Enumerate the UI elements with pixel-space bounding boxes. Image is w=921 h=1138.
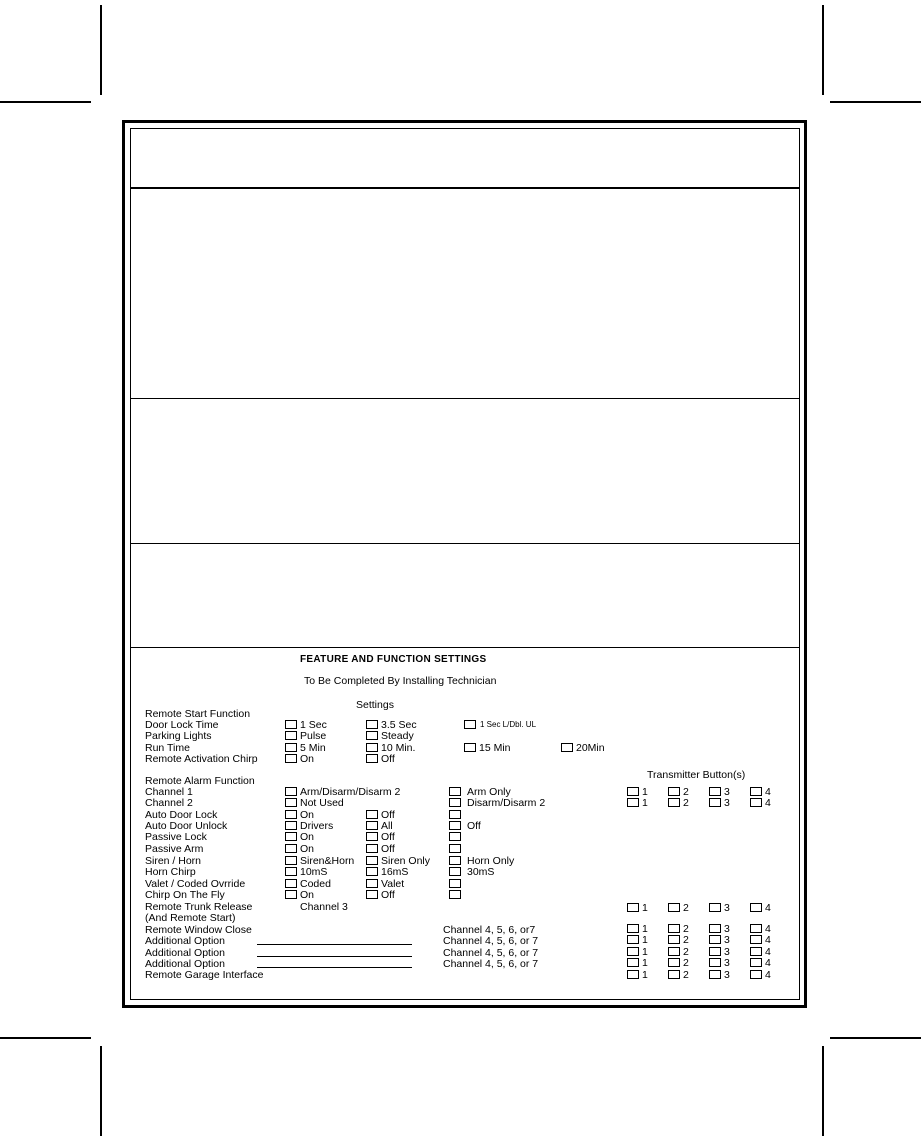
option-label: Off xyxy=(381,843,395,855)
checkbox[interactable] xyxy=(285,879,297,888)
form-subtitle: To Be Completed By Installing Technician xyxy=(304,675,497,687)
row-label: Additional Option xyxy=(145,947,225,959)
option-label: Off xyxy=(381,831,395,843)
option-label: Siren&Horn xyxy=(300,855,355,867)
channel-label: Channel 4, 5, 6, or 7 xyxy=(443,958,539,970)
option-label: Siren Only xyxy=(381,855,431,867)
checkbox[interactable] xyxy=(285,832,297,841)
checkbox[interactable] xyxy=(366,844,378,853)
tx-button-label: 2 xyxy=(683,957,689,969)
checkbox[interactable] xyxy=(709,924,721,933)
checkbox[interactable] xyxy=(668,787,680,796)
tx-button-label: 4 xyxy=(765,946,771,958)
section-divider xyxy=(130,543,800,544)
row-label: Auto Door Lock xyxy=(145,809,218,821)
checkbox[interactable] xyxy=(709,903,721,912)
checkbox[interactable] xyxy=(709,958,721,967)
tx-button-label: 4 xyxy=(765,934,771,946)
option-label: On xyxy=(300,753,315,765)
row-label: Additional Option xyxy=(145,958,225,970)
tx-button-label: 3 xyxy=(724,934,730,946)
checkbox[interactable] xyxy=(366,810,378,819)
crop-mark-bottom-right-horizontal xyxy=(830,1037,921,1039)
row-label: Channel 1 xyxy=(145,786,193,798)
option-label: Steady xyxy=(381,730,414,742)
row-label: Remote Garage Interface xyxy=(145,969,264,981)
option-label: On xyxy=(300,831,315,843)
checkbox[interactable] xyxy=(366,743,378,752)
row-label: Passive Lock xyxy=(145,831,207,843)
inner-frame xyxy=(130,128,800,1000)
checkbox[interactable] xyxy=(285,754,297,763)
remote-alarm-heading: Remote Alarm Function xyxy=(145,775,255,787)
option-label: Pulse xyxy=(300,730,327,742)
row-label: Remote Window Close xyxy=(145,924,252,936)
row-label: Channel 2 xyxy=(145,797,193,809)
crop-mark-bottom-left-horizontal xyxy=(0,1037,91,1039)
checkbox[interactable] xyxy=(627,935,639,944)
option-label: All xyxy=(381,820,393,832)
checkbox[interactable] xyxy=(750,958,762,967)
option-label: On xyxy=(300,809,315,821)
tx-button-label: 3 xyxy=(724,902,730,914)
checkbox[interactable] xyxy=(627,924,639,933)
checkbox[interactable] xyxy=(464,743,476,752)
checkbox[interactable] xyxy=(285,890,297,899)
crop-mark-bottom-left-vertical xyxy=(100,1046,102,1136)
checkbox[interactable] xyxy=(668,947,680,956)
option-label: Arm Only xyxy=(467,786,511,798)
tx-button-label: 4 xyxy=(765,923,771,935)
checkbox[interactable] xyxy=(627,947,639,956)
option-label: Disarm/Disarm 2 xyxy=(467,797,546,809)
tx-button-label: 3 xyxy=(724,946,730,958)
checkbox[interactable] xyxy=(285,787,297,796)
row-label: Siren / Horn xyxy=(145,855,202,867)
tx-button-label: 2 xyxy=(683,797,689,809)
channel-label: Channel 4, 5, 6, or7 xyxy=(443,924,536,936)
settings-heading: Settings xyxy=(356,699,394,711)
checkbox[interactable] xyxy=(709,970,721,979)
section-divider xyxy=(130,187,800,189)
checkbox[interactable] xyxy=(709,787,721,796)
row-label: Additional Option xyxy=(145,935,225,947)
option-label: 3.5 Sec xyxy=(381,719,417,731)
crop-mark-top-right-horizontal xyxy=(830,101,921,103)
checkbox[interactable] xyxy=(285,810,297,819)
checkbox[interactable] xyxy=(709,935,721,944)
checkbox[interactable] xyxy=(285,844,297,853)
row-label: Run Time xyxy=(145,742,190,754)
row-label: Passive Arm xyxy=(145,843,204,855)
option-label: Valet xyxy=(381,878,405,890)
tx-button-label: 1 xyxy=(642,923,648,935)
tx-button-label: 3 xyxy=(724,957,730,969)
blank-line[interactable] xyxy=(257,944,412,945)
option-label: 1 Sec xyxy=(300,719,327,731)
tx-button-label: 4 xyxy=(765,969,771,981)
tx-button-label: 3 xyxy=(724,786,730,798)
checkbox[interactable] xyxy=(449,856,461,865)
option-label: Horn Only xyxy=(467,855,515,867)
option-label: Off xyxy=(467,820,481,832)
checkbox[interactable] xyxy=(668,958,680,967)
checkbox[interactable] xyxy=(366,821,378,830)
checkbox[interactable] xyxy=(366,867,378,876)
option-label: 1 Sec L/Dbl. UL xyxy=(480,720,537,729)
tx-button-label: 1 xyxy=(642,797,648,809)
checkbox[interactable] xyxy=(449,787,461,796)
checkbox[interactable] xyxy=(750,787,762,796)
option-label: Drivers xyxy=(300,820,334,832)
checkbox[interactable] xyxy=(285,720,297,729)
option-label: 16mS xyxy=(381,866,409,878)
blank-line[interactable] xyxy=(257,956,412,957)
checkbox[interactable] xyxy=(285,856,297,865)
checkbox[interactable] xyxy=(668,798,680,807)
checkbox[interactable] xyxy=(449,890,461,899)
checkbox[interactable] xyxy=(668,970,680,979)
checkbox[interactable] xyxy=(627,798,639,807)
checkbox[interactable] xyxy=(366,754,378,763)
tx-button-label: 4 xyxy=(765,902,771,914)
tx-button-label: 2 xyxy=(683,946,689,958)
crop-mark-top-left-vertical xyxy=(100,5,102,95)
tx-button-label: 3 xyxy=(724,969,730,981)
tx-button-label: 1 xyxy=(642,902,648,914)
option-label: 30mS xyxy=(467,866,495,878)
section-divider xyxy=(130,647,800,648)
checkbox[interactable] xyxy=(449,879,461,888)
checkbox[interactable] xyxy=(285,821,297,830)
option-label: 10 Min. xyxy=(381,742,416,754)
tx-button-label: 2 xyxy=(683,923,689,935)
crop-mark-top-left-horizontal xyxy=(0,101,91,103)
checkbox[interactable] xyxy=(750,924,762,933)
channel-label: Channel 4, 5, 6, or 7 xyxy=(443,947,539,959)
checkbox[interactable] xyxy=(750,947,762,956)
row-label: Chirp On The Fly xyxy=(145,889,225,901)
checkbox[interactable] xyxy=(366,832,378,841)
checkbox[interactable] xyxy=(449,844,461,853)
checkbox[interactable] xyxy=(750,935,762,944)
checkbox[interactable] xyxy=(366,879,378,888)
checkbox[interactable] xyxy=(561,743,573,752)
channel-label: Channel 4, 5, 6, or 7 xyxy=(443,935,539,947)
checkbox[interactable] xyxy=(285,867,297,876)
checkbox[interactable] xyxy=(449,798,461,807)
checkbox[interactable] xyxy=(668,935,680,944)
checkbox[interactable] xyxy=(627,958,639,967)
tx-button-label: 1 xyxy=(642,786,648,798)
checkbox[interactable] xyxy=(366,720,378,729)
option-label: Off xyxy=(381,889,395,901)
checkbox[interactable] xyxy=(627,903,639,912)
option-label: 15 Min xyxy=(479,742,511,754)
option-label: Arm/Disarm/Disarm 2 xyxy=(300,786,401,798)
option-label: On xyxy=(300,889,315,901)
option-label: 5 Min xyxy=(300,742,326,754)
row-label: Valet / Coded Ovrride xyxy=(145,878,246,890)
tx-button-label: 4 xyxy=(765,957,771,969)
row-label: Auto Door Unlock xyxy=(145,820,228,832)
tx-button-label: 1 xyxy=(642,957,648,969)
form-title: FEATURE AND FUNCTION SETTINGS xyxy=(300,654,487,665)
checkbox[interactable] xyxy=(449,867,461,876)
row-label: Remote Activation Chirp xyxy=(145,753,258,765)
option-label: Not Used xyxy=(300,797,344,809)
option-label: 20Min xyxy=(576,742,605,754)
row-label: Remote Trunk Release xyxy=(145,901,253,913)
section-divider xyxy=(130,398,800,399)
tx-button-label: 2 xyxy=(683,969,689,981)
checkbox[interactable] xyxy=(627,970,639,979)
checkbox[interactable] xyxy=(627,787,639,796)
checkbox[interactable] xyxy=(366,731,378,740)
checkbox[interactable] xyxy=(449,810,461,819)
tx-button-label: 2 xyxy=(683,786,689,798)
checkbox[interactable] xyxy=(668,903,680,912)
checkbox[interactable] xyxy=(750,798,762,807)
checkbox[interactable] xyxy=(449,821,461,830)
tx-button-label: 4 xyxy=(765,797,771,809)
tx-button-label: 4 xyxy=(765,786,771,798)
checkbox[interactable] xyxy=(750,903,762,912)
tx-button-label: 3 xyxy=(724,923,730,935)
crop-mark-bottom-right-vertical xyxy=(822,1046,824,1136)
option-label: Off xyxy=(381,753,395,765)
blank-line[interactable] xyxy=(257,967,412,968)
tx-button-label: 2 xyxy=(683,902,689,914)
tx-button-label: 1 xyxy=(642,946,648,958)
checkbox[interactable] xyxy=(366,890,378,899)
crop-mark-top-right-vertical xyxy=(822,5,824,95)
row-label-continued: (And Remote Start) xyxy=(145,912,236,924)
option-label: 10mS xyxy=(300,866,328,878)
tx-button-label: 1 xyxy=(642,934,648,946)
checkbox[interactable] xyxy=(750,970,762,979)
option-label: Coded xyxy=(300,878,331,890)
checkbox[interactable] xyxy=(285,731,297,740)
tx-button-label: 1 xyxy=(642,969,648,981)
row-label: Parking Lights xyxy=(145,730,212,742)
checkbox[interactable] xyxy=(285,743,297,752)
channel-label: Channel 3 xyxy=(300,901,348,913)
transmitter-heading: Transmitter Button(s) xyxy=(647,769,746,781)
checkbox[interactable] xyxy=(668,924,680,933)
tx-button-label: 3 xyxy=(724,797,730,809)
row-label: Horn Chirp xyxy=(145,866,196,878)
checkbox[interactable] xyxy=(464,720,476,729)
option-label: On xyxy=(300,843,315,855)
option-label: Off xyxy=(381,809,395,821)
checkbox[interactable] xyxy=(449,832,461,841)
checkbox[interactable] xyxy=(709,947,721,956)
row-label: Door Lock Time xyxy=(145,719,219,731)
checkbox[interactable] xyxy=(366,856,378,865)
remote-start-heading: Remote Start Function xyxy=(145,708,251,720)
checkbox[interactable] xyxy=(285,798,297,807)
tx-button-label: 2 xyxy=(683,934,689,946)
checkbox[interactable] xyxy=(709,798,721,807)
